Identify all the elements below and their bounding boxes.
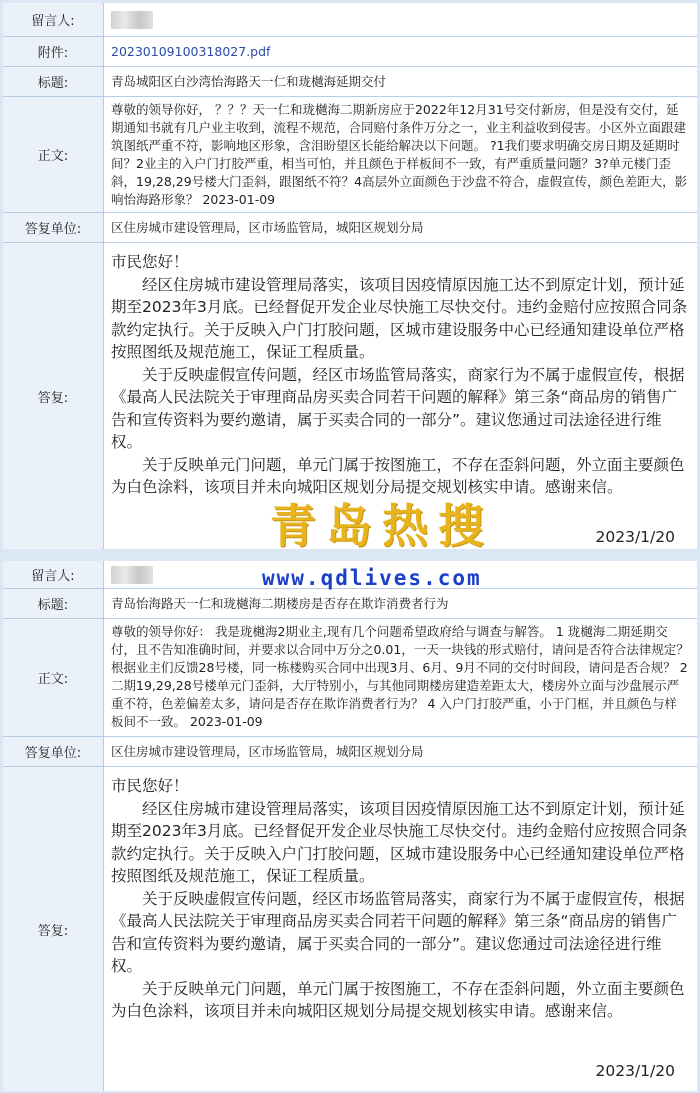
- title-label: 标题:: [3, 67, 104, 96]
- reply-label: 答复:: [3, 243, 104, 549]
- reply-paragraph: 关于反映单元门问题，单元门属于按图施工，不存在歪斜问题，外立面主要颜色为白色涂料，该项目并未向城阳区规划分局提交规划核实申请。感谢来信。: [111, 979, 685, 1020]
- dept-value: 区住房城市建设管理局，区市场监管局，城阳区规划分局: [111, 743, 424, 759]
- reply-text: [111, 775, 689, 1091]
- reply-greeting: 市民您好！: [111, 253, 189, 271]
- body-label: 正文:: [3, 97, 104, 212]
- reply-paragraph: 经区住房城市建设管理局落实，该项目因疫情原因施工达不到原定计划，预计延期至2023年3月底。已经督促开发企业尽快施工尽快交付。违约金赔付应按照合同条款约定执行。关于反映入户门打胶问题，区城市建设服务中心已经通知建设单位严格按照图纸及规范施工，保证工程质量。: [111, 799, 688, 885]
- reply-paragraph: 关于反映单元门问题，单元门属于按图施工，不存在歪斜问题，外立面主要颜色为白色涂料，该项目并未向城阳区规划分局提交规划核实申请。感谢来信。: [111, 455, 685, 496]
- reply-paragraph: 经区住房城市建设管理局落实，该项目因疫情原因施工达不到原定计划，预计延期至2023年3月底。已经督促开发企业尽快施工尽快交付。违约金赔付应按照合同条款约定执行。关于反映入户门打胶问题，区城市建设服务中心已经通知建设单位严格按照图纸及规范施工，保证工程质量。: [111, 275, 688, 361]
- attachment-link[interactable]: 20230109100318027.pdf: [111, 43, 271, 59]
- body-label: 正文:: [3, 619, 104, 736]
- attachment-value: [111, 37, 689, 66]
- reply-date: 2023/1/20: [595, 528, 675, 546]
- dept-value: 区住房城市建设管理局，区市场监管局，城阳区规划分局: [111, 219, 424, 235]
- entry-1: [3, 3, 697, 549]
- watermark-logo-text: 青岛热搜: [270, 499, 494, 553]
- attachment-label: 附件:: [3, 37, 104, 66]
- dept-label: 答复单位:: [3, 737, 104, 766]
- author-row: [3, 3, 697, 37]
- body-text: 尊敬的领导你好， ？？？天一仁和珑樾海二期新房应于2022年12月31号交付新房，但是没有交付，延期通知书就有几户业主收到，流程不规范，合同赔付条件万分之一，业主利益收到侵害。小区外立面跟建筑图纸严重不符，影响地区形象，含泪盼望区长能给解决以下问题。 ?1我们要求明确交房日期及延期时间？2业主的入户门打胶严重，相当可怕，并且颜色于样板间不一致，有严重质量问题？3?单元楼门歪斜，19,28,29号楼大门歪斜，跟图纸不符？4高层外立面颜色于沙盘不符合，虚假宣传，颜色差距大，影响怡海路形象？ 2023-01-09: [111, 102, 688, 207]
- redacted-name: [111, 566, 153, 584]
- reply-paragraph: 关于反映虚假宣传问题，经区市场监管局落实，商家行为不属于虚假宣传，根据《最高人民法院关于审理商品房买卖合同若干问题的解释》第三条“商品房的销售广告和宣传资料为要约邀请，属于买卖合同的一部分”。建议您通过司法途径进行维权。: [111, 889, 685, 975]
- reply-row: [3, 767, 697, 1091]
- attachment-row: [3, 37, 697, 67]
- reply-date: 2023/1/20: [595, 1062, 675, 1080]
- body-row: [3, 619, 697, 737]
- dept-label: 答复单位:: [3, 213, 104, 242]
- title-row: [3, 589, 697, 619]
- body-row: [3, 97, 697, 213]
- title-value: 青岛城阳区白沙湾怡海路天一仁和珑樾海延期交付: [111, 73, 387, 89]
- author-value: [111, 3, 689, 36]
- author-label: 留言人:: [3, 3, 104, 36]
- dept-row: [3, 737, 697, 767]
- author-label: 留言人:: [3, 561, 104, 588]
- redacted-name: [111, 11, 153, 29]
- reply-greeting: 市民您好！: [111, 777, 189, 795]
- body-text: 尊敬的领导你好： 我是珑樾海2期业主,现有几个问题希望政府给与调查与解答。 1 珑樾海二期延期交付，且不告知准确时间，并要求以合同中万分之0.01，一天一块钱的形式赔付，请问是否符合法律规定？根据业主们反馈28号楼，同一栋楼购买合同中出现3月、6月、9月不同的交付时间段，请问是否合规？ 2 二期19,29,28号楼单元门歪斜，大厅特别小，与其他同期楼房建造差距太大，楼房外立面与沙盘展示严重不符，色差偏差太多，请问是否存在欺诈消费者行为？ 4 入户门打胶严重，小于门框，并且颜色与样板间不一致。 2023-01-09: [111, 624, 689, 729]
- reply-paragraph: 关于反映虚假宣传问题，经区市场监管局落实，商家行为不属于虚假宣传，根据《最高人民法院关于审理商品房买卖合同若干问题的解释》第三条“商品房的销售广告和宣传资料为要约邀请，属于买卖合同的一部分”。建议您通过司法途径进行维权。: [111, 365, 685, 451]
- title-row: [3, 67, 697, 97]
- watermark-url: www.qdlives.com: [262, 566, 482, 590]
- title-label: 标题:: [3, 589, 104, 618]
- reply-label: 答复:: [3, 767, 104, 1091]
- dept-row: [3, 213, 697, 243]
- entry-2: [3, 561, 697, 1091]
- title-value: 青岛怡海路天一仁和珑樾海二期楼房是否存在欺诈消费者行为: [111, 595, 449, 611]
